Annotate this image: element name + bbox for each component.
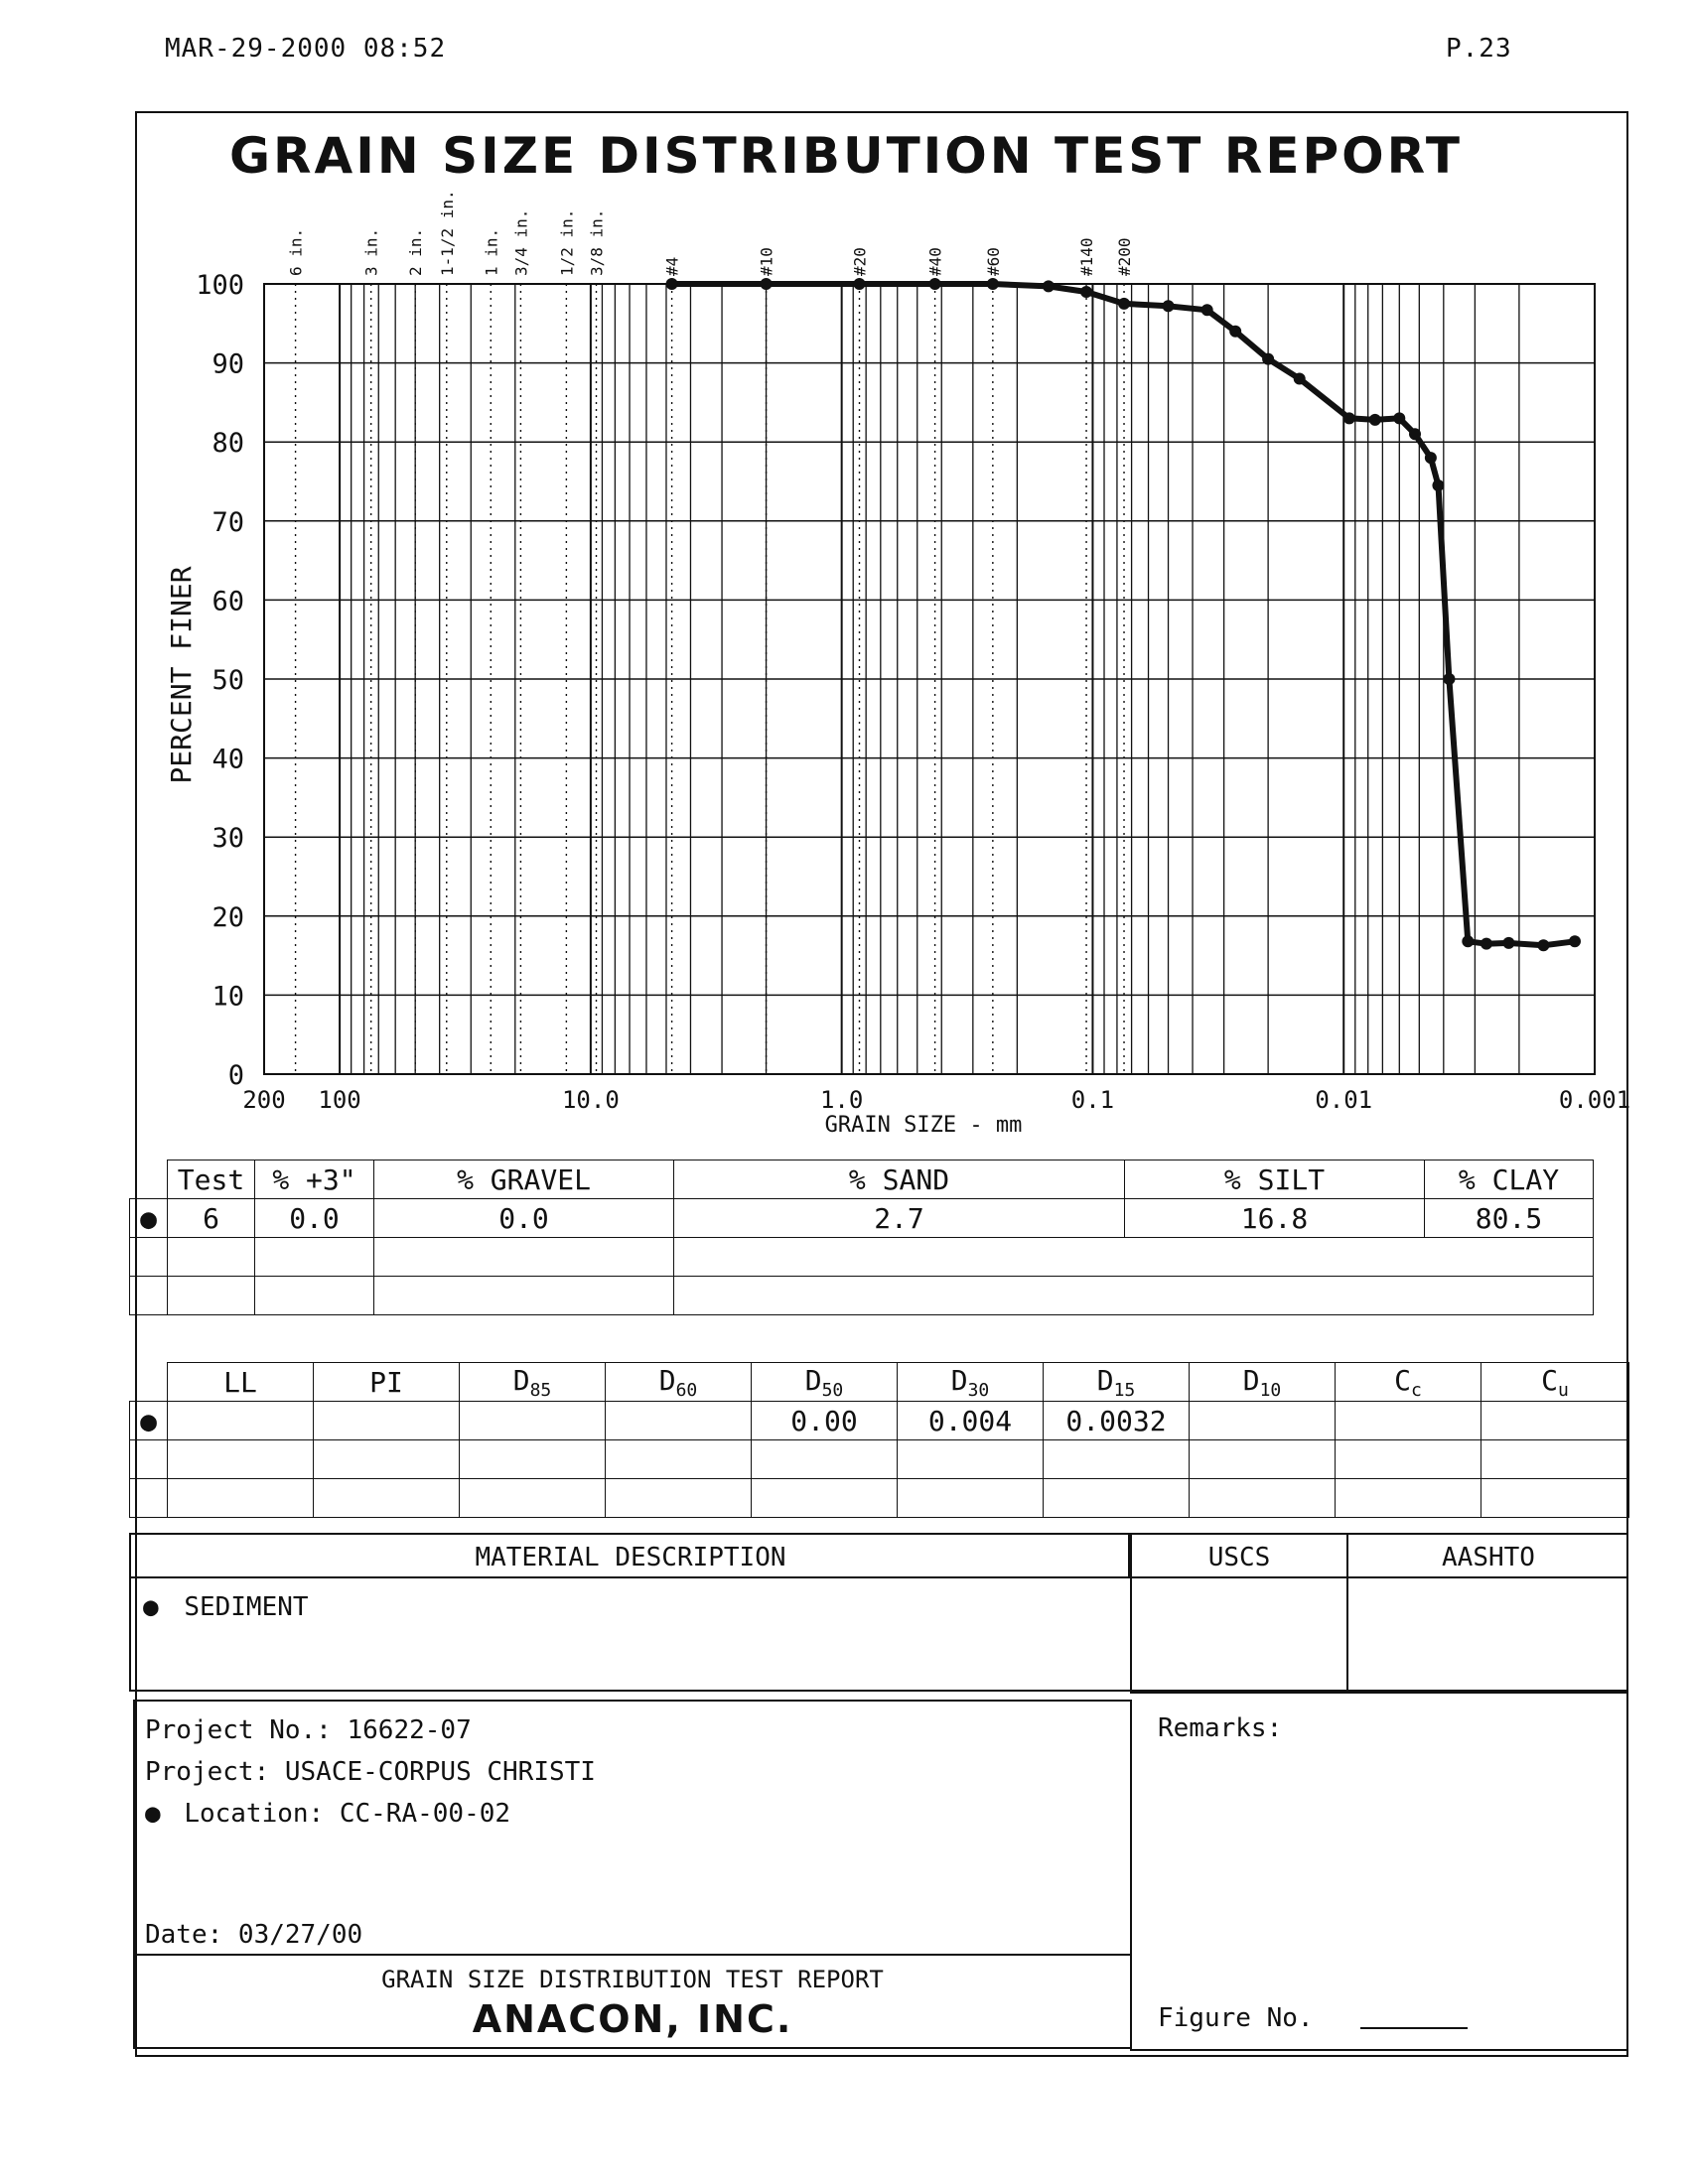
cell-d10	[1190, 1402, 1336, 1440]
y-tick-label: 60	[212, 586, 244, 617]
cell-plus3: 0.0	[255, 1199, 374, 1238]
sieve-label: 1/2 in.	[557, 208, 577, 276]
table-row-empty	[130, 1238, 1594, 1277]
x-tick-label: 100	[318, 1086, 361, 1114]
header-plus3: % +3"	[255, 1160, 374, 1199]
data-point	[1537, 939, 1549, 951]
header-clay: % CLAY	[1425, 1160, 1594, 1199]
header-d15: $D_{15}$	[1044, 1363, 1190, 1402]
data-point	[1369, 414, 1381, 426]
sieve-label: #20	[850, 247, 870, 276]
x-tick-label: 1.0	[819, 1086, 864, 1114]
y-tick-label: 20	[212, 901, 244, 933]
data-point	[1343, 412, 1355, 424]
header-ll: LL	[168, 1363, 314, 1402]
sieve-label: #4	[662, 256, 682, 276]
data-point	[761, 278, 773, 290]
project-location	[145, 1799, 510, 1829]
data-point	[929, 278, 941, 290]
cell-cu	[1481, 1402, 1629, 1440]
table-row-empty	[130, 1277, 1594, 1315]
cell-d85	[460, 1402, 606, 1440]
x-tick-label: 200	[242, 1086, 286, 1114]
header-pi: PI	[314, 1363, 460, 1402]
aashto-header: AASHTO	[1442, 1543, 1535, 1572]
data-point	[1262, 353, 1274, 365]
sieve-label: #10	[757, 247, 776, 276]
row-marker: ●	[130, 1402, 168, 1440]
cell-clay: 80.5	[1425, 1199, 1594, 1238]
company-name: ANACON, INC.	[472, 1997, 793, 2041]
remarks-box	[1130, 1692, 1628, 2051]
x-tick-label: 0.1	[1070, 1086, 1115, 1114]
material-item	[143, 1592, 309, 1622]
data-point	[1393, 412, 1405, 424]
y-tick-label: 10	[212, 981, 244, 1013]
location-marker: ●	[145, 1799, 161, 1829]
x-tick-label: 0.01	[1315, 1086, 1373, 1114]
y-tick-label: 0	[227, 1060, 244, 1091]
row-marker: ●	[130, 1199, 168, 1238]
sieve-label: 6 in.	[286, 227, 306, 276]
table-row-empty	[130, 1479, 1629, 1518]
y-tick-label: 40	[212, 744, 244, 775]
material-description: SEDIMENT	[184, 1592, 309, 1622]
table-row	[130, 1402, 1629, 1440]
sieve-label: 1-1/2 in.	[437, 190, 457, 276]
data-point	[1118, 298, 1130, 310]
data-point	[1080, 286, 1092, 298]
location-text: Location: CC-RA-00-02	[184, 1799, 511, 1829]
header-test: Test	[168, 1160, 255, 1199]
y-tick-label: 100	[196, 270, 244, 301]
remarks-label: Remarks:	[1158, 1713, 1283, 1743]
data-point	[1425, 452, 1437, 464]
y-tick-label: 30	[212, 823, 244, 855]
project-number: Project No.: 16622-07	[145, 1715, 472, 1745]
data-point	[1569, 935, 1581, 947]
cell-d15: 0.0032	[1044, 1402, 1190, 1440]
cell-d50: 0.00	[752, 1402, 898, 1440]
y-tick-label: 70	[212, 506, 244, 538]
cell-d30: 0.004	[898, 1402, 1044, 1440]
sieve-label: 3/4 in.	[511, 208, 531, 276]
header-d30: $D_{30}$	[898, 1363, 1044, 1402]
data-point	[1432, 479, 1444, 491]
header-d60: $D_{60}$	[606, 1363, 752, 1402]
footer-report-title: GRAIN SIZE DISTRIBUTION TEST REPORT	[381, 1966, 884, 1993]
cell-pi	[314, 1402, 460, 1440]
table-row	[130, 1199, 1594, 1238]
header-cu: $C_u$	[1481, 1363, 1629, 1402]
header-silt: % SILT	[1125, 1160, 1425, 1199]
sieve-label: 1 in.	[482, 227, 501, 276]
cell-ll	[168, 1402, 314, 1440]
fax-page-number: P.23	[1446, 34, 1512, 64]
data-point	[1480, 938, 1492, 950]
material-section	[129, 1533, 1628, 1692]
sieve-label: 3/8 in.	[587, 208, 607, 276]
data-point	[853, 278, 865, 290]
data-point	[1502, 937, 1514, 949]
header-d50: $D_{50}$	[752, 1363, 898, 1402]
data-point	[666, 278, 678, 290]
sieve-label: #60	[983, 247, 1003, 276]
gradation-table	[129, 1160, 1594, 1315]
data-point	[1201, 304, 1213, 316]
x-axis-label: GRAIN SIZE - mm	[824, 1113, 1023, 1138]
sieve-label: 3 in.	[361, 227, 381, 276]
parameters-table	[129, 1362, 1629, 1518]
cell-gravel: 0.0	[374, 1199, 674, 1238]
figure-number-label: Figure No.	[1158, 2003, 1314, 2033]
cell-sand: 2.7	[674, 1199, 1125, 1238]
material-marker: ●	[143, 1592, 159, 1622]
data-point	[1163, 300, 1175, 312]
header-sand: % SAND	[674, 1160, 1125, 1199]
data-point	[1443, 673, 1455, 685]
header-d85: $D_{85}$	[460, 1363, 606, 1402]
y-tick-label: 50	[212, 665, 244, 696]
test-date: Date: 03/27/00	[145, 1920, 363, 1950]
sieve-label: 2 in.	[406, 227, 426, 276]
header-gravel: % GRAVEL	[374, 1160, 674, 1199]
data-point	[1462, 935, 1474, 947]
data-point	[987, 278, 999, 290]
data-point	[1229, 326, 1241, 338]
data-point	[1409, 428, 1421, 440]
series-line	[672, 284, 1575, 945]
project-info-box	[133, 1700, 1132, 2049]
cell-cc	[1336, 1402, 1481, 1440]
sieve-label: #200	[1115, 237, 1135, 276]
project-name: Project: USACE-CORPUS CHRISTI	[145, 1757, 596, 1787]
data-point	[1294, 373, 1306, 385]
x-tick-label: 0.001	[1558, 1086, 1631, 1114]
material-header: MATERIAL DESCRIPTION	[475, 1543, 786, 1572]
cell-test: 6	[168, 1199, 255, 1238]
y-axis-label: PERCENT FINER	[165, 566, 198, 784]
cell-d60	[606, 1402, 752, 1440]
fax-datetime: MAR-29-2000 08:52	[165, 34, 447, 64]
y-tick-label: 80	[212, 428, 244, 460]
sieve-label: #40	[925, 247, 945, 276]
figure-number-blank	[1360, 2027, 1468, 2029]
x-tick-label: 10.0	[561, 1086, 620, 1114]
data-point	[1043, 280, 1055, 292]
uscs-header: USCS	[1207, 1543, 1271, 1572]
y-tick-label: 90	[212, 348, 244, 380]
header-cc: $C_c$	[1336, 1363, 1481, 1402]
chart-title: GRAIN SIZE DISTRIBUTION TEST REPORT	[229, 127, 1463, 185]
sieve-label: #140	[1077, 237, 1097, 276]
table-row-empty	[130, 1440, 1629, 1479]
header-d10: $D_{10}$	[1190, 1363, 1336, 1402]
cell-silt: 16.8	[1125, 1199, 1425, 1238]
